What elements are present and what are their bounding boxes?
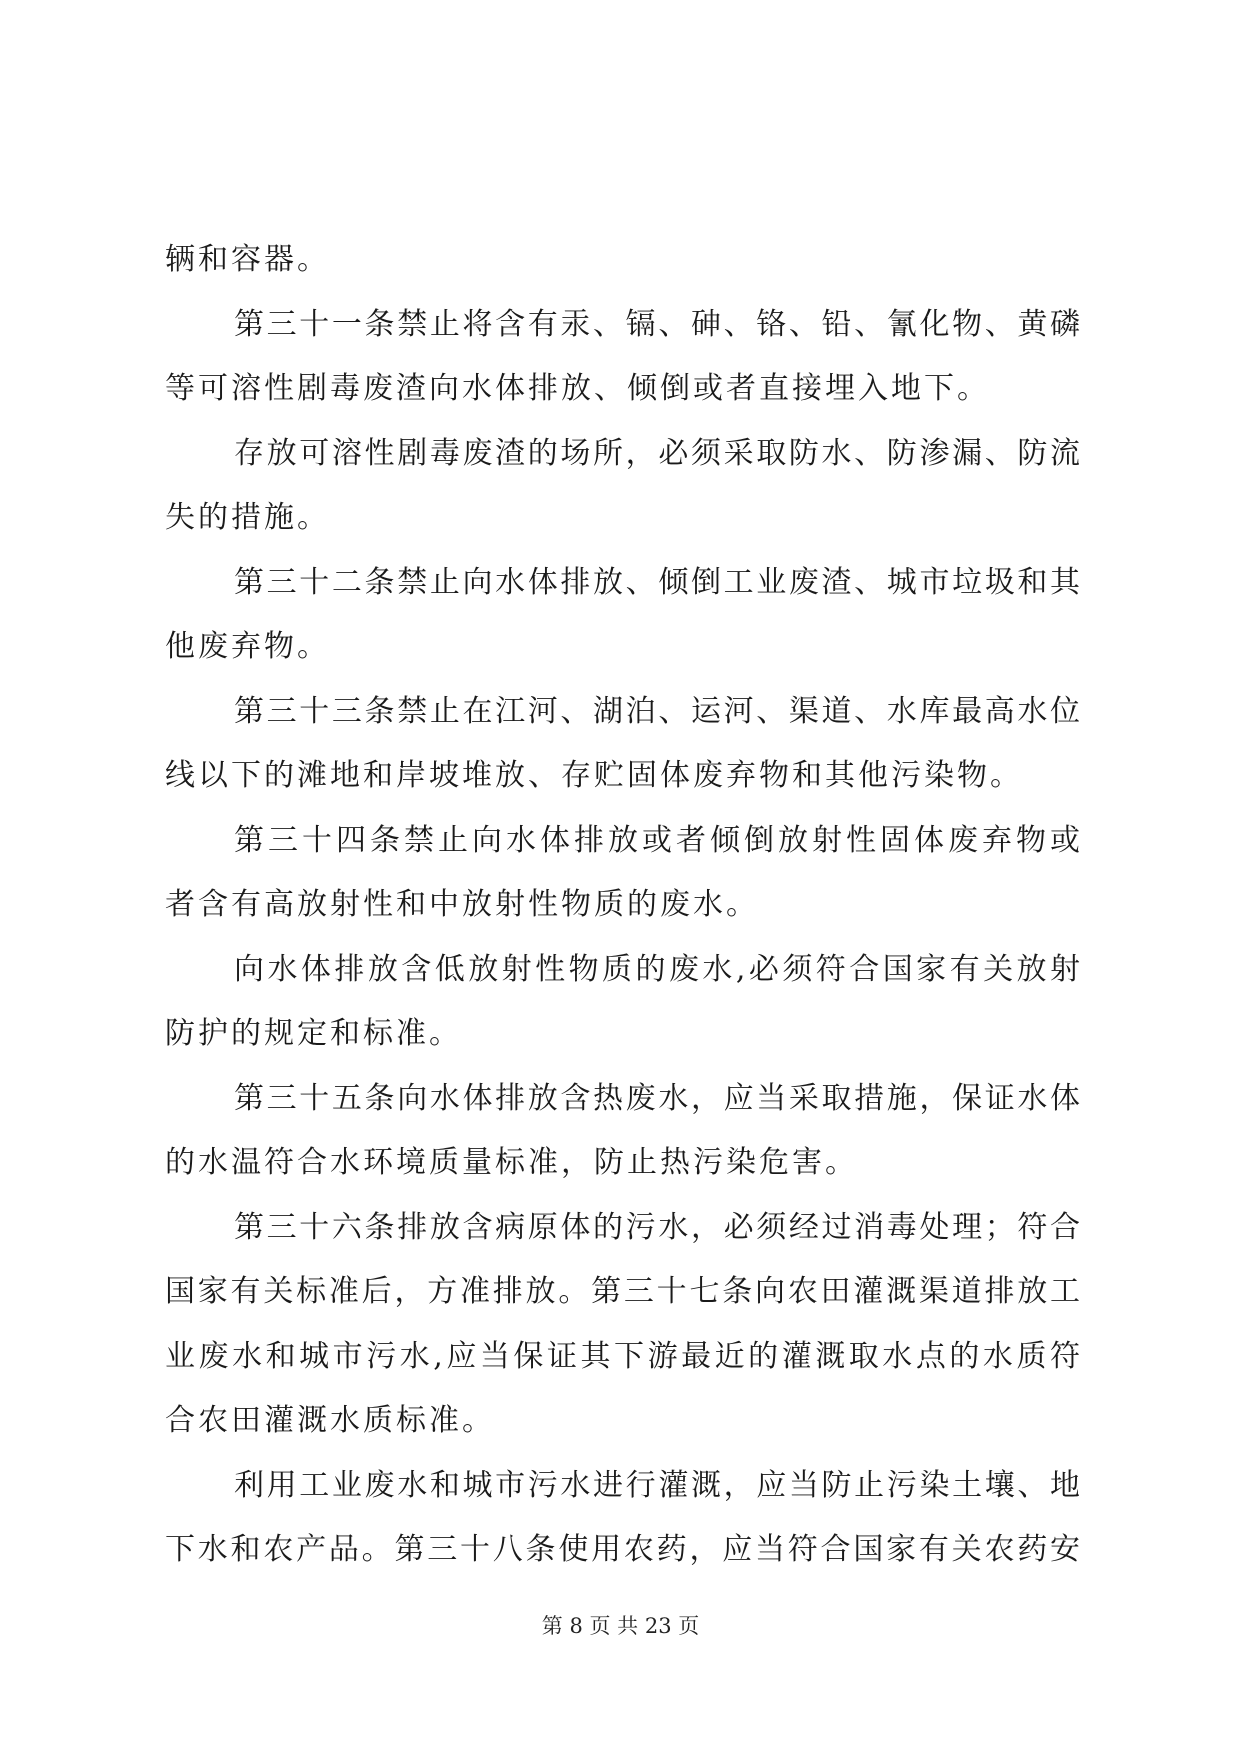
text-line: 辆和容器。: [165, 242, 330, 277]
page-footer: 第 8 页 共 23 页: [541, 1614, 700, 1638]
text-line: 下水和农产品。第三十八条使用农药，应当符合国家有关农药安: [165, 1532, 1080, 1567]
text-line: 第三十三条禁止在江河、湖泊、运河、渠道、水库最高水位: [234, 693, 1080, 729]
text-line: 第三十一条禁止将含有汞、镉、砷、铬、铅、氰化物、黄磷: [234, 306, 1080, 342]
text-line: 业废水和城市污水,应当保证其下游最近的灌溉取水点的水质符: [165, 1338, 1080, 1374]
text-line: 第三十二条禁止向水体排放、倾倒工业废渣、城市垃圾和其: [234, 564, 1080, 600]
text-line: 向水体排放含低放射性物质的废水,必须符合国家有关放射: [234, 951, 1080, 987]
text-line: 失的措施。: [165, 500, 330, 535]
text-line: 的水温符合水环境质量标准，防止热污染危害。: [165, 1145, 858, 1180]
text-line: 存放可溶性剧毒废渣的场所，必须采取防水、防渗漏、防流: [234, 435, 1080, 471]
text-line: 第三十五条向水体排放含热废水，应当采取措施，保证水体: [234, 1080, 1080, 1116]
text-line: 合农田灌溉水质标准。: [165, 1403, 495, 1438]
text-line: 第三十四条禁止向水体排放或者倾倒放射性固体废弃物或: [234, 822, 1080, 858]
text-line: 国家有关标准后，方准排放。第三十七条向农田灌溉渠道排放工: [165, 1274, 1080, 1309]
text-line: 第三十六条排放含病原体的污水，必须经过消毒处理；符合: [234, 1209, 1080, 1245]
text-line: 防护的规定和标准。: [165, 1016, 462, 1051]
body-text: [165, 228, 1080, 1583]
text-line: 者含有高放射性和中放射性物质的废水。: [165, 887, 759, 922]
text-line: 等可溶性剧毒废渣向水体排放、倾倒或者直接埋入地下。: [165, 371, 990, 406]
text-line: 他废弃物。: [165, 629, 330, 664]
text-line: 利用工业废水和城市污水进行灌溉，应当防止污染土壤、地: [234, 1467, 1080, 1503]
text-line: 线以下的滩地和岸坡堆放、存贮固体废弃物和其他污染物。: [165, 758, 1023, 793]
